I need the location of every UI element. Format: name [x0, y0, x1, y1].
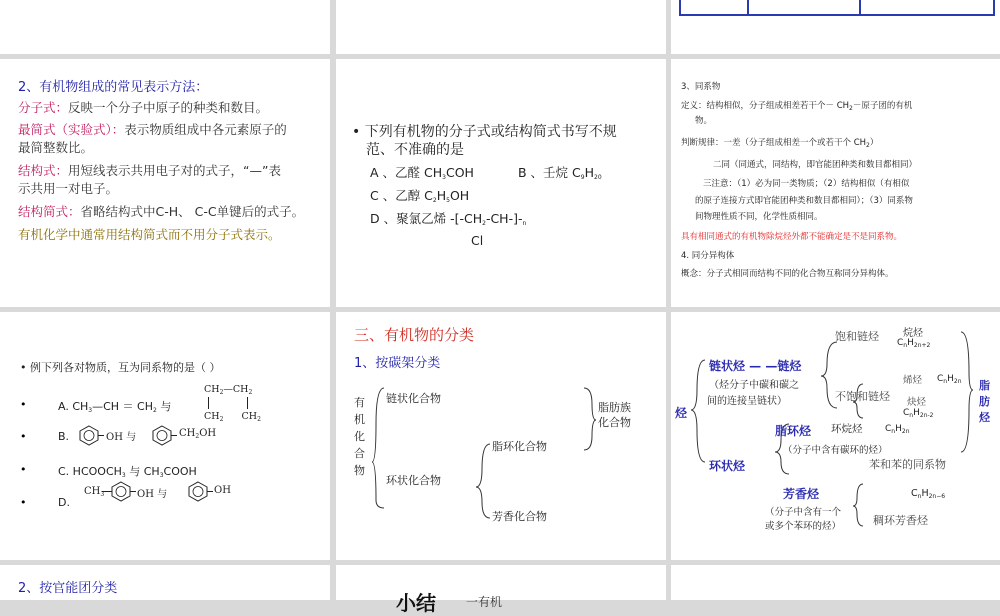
slide-title: 三、有机物的分类 [354, 326, 475, 344]
aromatic-note-2: 或多个苯环的烃） [765, 521, 842, 532]
unsaturated-chain: 不饱和链烃 [835, 390, 890, 403]
option-b: B 、壬烷 $C_9H_{20}$ [518, 165, 602, 181]
ring-compound: 环状化合物 [386, 474, 441, 487]
cyclobutane-bottom: $CH_2$ $CH_2$ [204, 411, 261, 423]
rule-5: 间物理性质不同，化学性质相同。 [695, 212, 823, 222]
option-d-oh2: OH [214, 485, 231, 496]
bullet-a: • [20, 398, 27, 411]
chain-note-1: （烃分子中碳和碳之 [709, 380, 799, 391]
slide-subtitle: 1、按碳架分类 [354, 356, 441, 371]
option-d-oh1: OH 与 [137, 489, 168, 500]
chain-note-2: 间的连接呈链状） [707, 396, 787, 407]
example-question: • 例下列各对物质，互为同系物的是（ ） [20, 361, 221, 374]
cyclobutane-bond-right [247, 397, 248, 409]
option-a: A 、乙醛 $CH_3COH$ [370, 165, 474, 181]
rule-4: 的原子连接方式即官能团种类和数目都相同）；（3）同系物 [695, 196, 913, 206]
organic-compound-label: 有 机 化 合 物 [354, 396, 365, 477]
slide-representation-methods[interactable] [0, 59, 330, 307]
line-empirical-cont: 最简整数比。 [18, 140, 94, 155]
line-structural: 结构式：用短线表示共用电子对的式子，“—”表 [18, 163, 281, 178]
option-c: C. $HCOOCH_3$ 与 $CH_3COOH$ [58, 465, 197, 479]
line-structural-cont: 示共用一对电子。 [18, 181, 119, 196]
rule-3: 三注意：（1）必为同一类物质；（2）结构相似（有相似 [703, 179, 910, 189]
bullet-c: • [20, 463, 27, 476]
slide-title-tail: 一有机 [466, 595, 503, 609]
slide-homologue-example[interactable] [0, 312, 330, 560]
option-b-oh: OH 与 [106, 432, 137, 443]
saturated-chain: 饱和链烃 [835, 330, 879, 343]
note: 有机化学中通常用结构简式而不用分子式表示。 [18, 227, 281, 242]
option-d: D 、聚氯乙烯 $-[-CH_2-CH-]-_n$ [370, 211, 527, 227]
cyclobutane-bond-left [208, 397, 209, 409]
definition: 定义：结构相似，分子组成相差若干个－ $CH_2-$原子团的有机 [681, 101, 913, 112]
option-d-ch3: $CH_3$ [84, 486, 105, 498]
alkene: 烯烃 [903, 375, 923, 386]
aliphatic-hydrocarbon: 脂 肪 烃 [979, 379, 990, 424]
alkane: 烷烃 [903, 328, 923, 339]
line-formula: 分子式：反映一个分子中原子的种类和数目。 [18, 100, 269, 115]
aromatic-hydrocarbon: 芳香烃 [783, 487, 820, 501]
cyclobutane-top: $CH_2—CH_2$ [204, 384, 253, 396]
benzene-ring-icon [80, 426, 98, 445]
alicyclic-hydrocarbon: 脂环烃 [775, 424, 812, 438]
heading-isomer: 4. 同分异构体 [681, 251, 735, 261]
bullet-b: • [20, 430, 27, 443]
option-b-label: B. [58, 430, 70, 443]
benzene-ring-icon [153, 426, 171, 445]
benzene-ring-icon [189, 482, 207, 501]
rule-2: 二同（同通式，同结构，即官能团种类和数目都相同） [713, 160, 918, 170]
question-line-2: 范、不准确的是 [366, 142, 464, 158]
slide-top-middle[interactable] [336, 0, 666, 54]
chain-compound: 链状化合物 [386, 392, 441, 405]
alkene-formula: $C_nH_{2n}$ [937, 374, 962, 385]
slide-summary[interactable] [336, 565, 666, 615]
option-d-label: D. [58, 496, 70, 509]
aromatic-compound: 芳香化合物 [492, 510, 547, 523]
benzene-homologues: 苯和苯的同系物 [869, 458, 946, 471]
benzene-ring-icon [112, 482, 130, 501]
slide-bottom-right[interactable] [671, 565, 1000, 600]
slide-homologues[interactable] [671, 59, 1000, 307]
hydrocarbon-root: 烃 [675, 406, 688, 420]
slide-top-right[interactable] [671, 0, 1000, 54]
alicyclic-note: （分子中含有碳环的烃） [783, 445, 888, 456]
table-fragment [679, 0, 995, 16]
slide-top-left[interactable] [0, 0, 330, 54]
isomer-concept: 概念：分子式相同而结构不同的化合物互称同分异构体。 [681, 269, 894, 279]
slide-functional-group[interactable] [0, 565, 330, 600]
line-empirical: 最简式（实验式）：表示物质组成中各元素原子的 [18, 122, 287, 137]
heading-homologue: 3、同系物 [681, 82, 721, 92]
red-note: 具有相同通式的有机物除烷烃外都不能确定是不是同系物。 [681, 232, 903, 242]
alkyne: 炔烃 [907, 397, 927, 408]
aliphatic-compound: 脂肪族 化合物 [598, 401, 631, 429]
slide-hydrocarbon-tree[interactable] [671, 312, 1000, 560]
fused-aromatic: 稠环芳香烃 [873, 514, 928, 527]
line-condensed: 结构简式：省略结构式中C-H、 C-C单键后的式子。 [18, 204, 305, 219]
option-b-ch2oh: $CH_2OH$ [179, 428, 217, 440]
rule-1: 判断规律：一差（分子组成相差一个或若干个 $CH_2$） [681, 138, 879, 149]
alkane-formula: $C_nH_{2n+2}$ [897, 338, 931, 349]
alicyclic-compound: 脂环化合物 [492, 440, 547, 453]
aromatic-formula: $C_nH_{2n-6}$ [911, 488, 946, 500]
ring-hydrocarbon: 环状烃 [709, 459, 746, 473]
slide-title: 2、有机物组成的常见表示方法： [18, 80, 209, 95]
cycloalkane-formula: $C_nH_{2n}$ [885, 424, 910, 435]
slide-formula-question[interactable] [336, 59, 666, 307]
option-d-cl: Cl [471, 233, 484, 248]
slide-title: 小结 [396, 591, 436, 615]
alkyne-formula: $C_nH_{2n-2}$ [903, 408, 934, 419]
aromatic-note-1: （分子中含有一个 [765, 507, 842, 518]
cycloalkane: 环烷烃 [831, 423, 863, 435]
definition-cont: 物。 [695, 116, 713, 126]
option-c: C 、乙醇 $C_2H_5OH$ [370, 188, 470, 204]
chain-hydrocarbon: 链状烃 — —链烃 [709, 359, 802, 373]
slide-carbon-skeleton[interactable] [336, 312, 666, 560]
slide-title: 2、按官能团分类 [18, 581, 118, 596]
option-a: A. $CH_3—CH = CH_2$ 与 [58, 400, 172, 414]
question-line-1: • 下列有机物的分子式或结构简式书写不规 [352, 124, 617, 140]
bullet-d: • [20, 496, 27, 509]
